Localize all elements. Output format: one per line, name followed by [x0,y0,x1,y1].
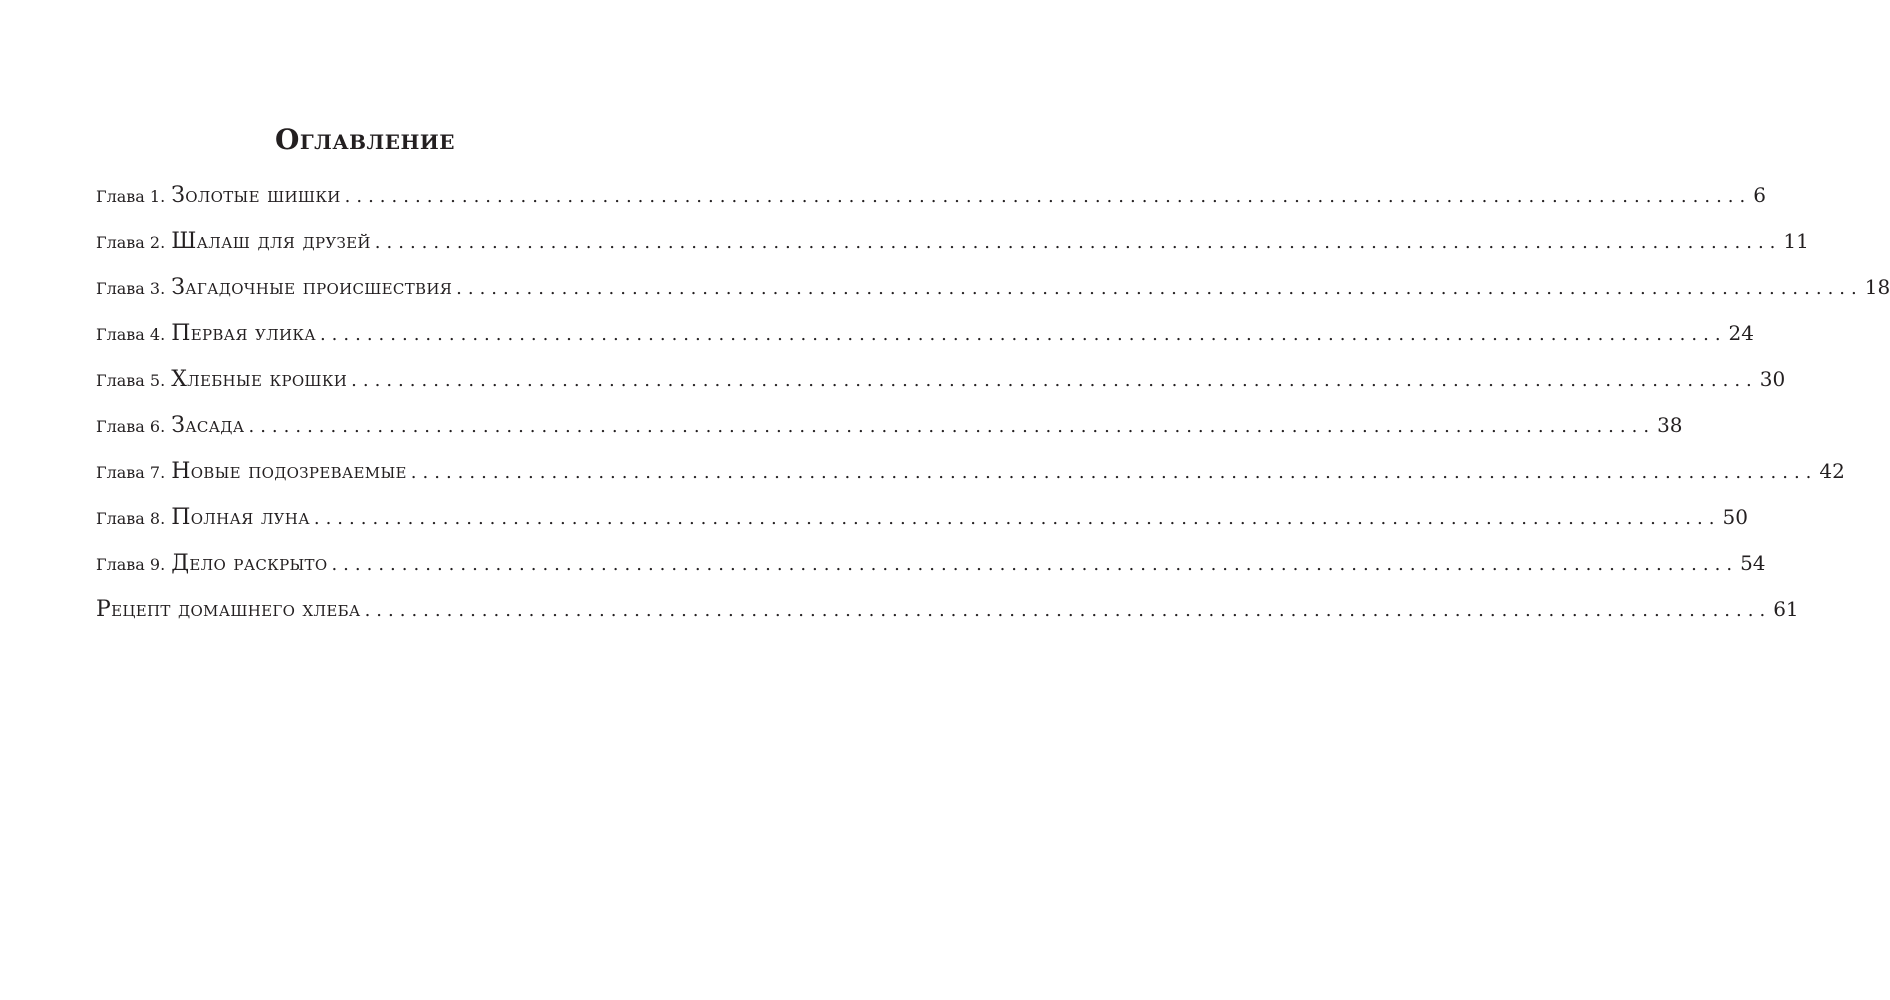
page-number: 54 [1740,551,1766,575]
page-number: 42 [1819,459,1845,483]
page-number: 38 [1657,413,1683,437]
toc-entry[interactable] [96,218,1809,264]
chapter-label: Глава 2. [96,233,166,252]
entry-title: Первая улика [171,321,316,346]
page-number: 11 [1783,229,1809,253]
dot-leader: ........................................................................................................................ [410,462,1818,483]
entry-title: Хлебные крошки [171,367,348,392]
dot-leader: ........................................................................................................................ [364,600,1772,621]
dot-leader: ........................................................................................................................ [456,278,1863,299]
page-number: 6 [1753,183,1766,207]
entry-title: Загадочные происшествия [171,275,453,300]
entry-title: Дело раскрыто [171,551,328,576]
toc-list [96,172,1890,632]
toc-entry[interactable] [96,264,1890,310]
toc-entry[interactable] [96,586,1799,632]
toc-entry[interactable] [96,356,1786,402]
entry-title: Шалаш для друзей [171,229,371,254]
dot-leader: ........................................................................................................................ [331,554,1739,575]
toc-entry[interactable] [96,494,1748,540]
chapter-label: Глава 4. [96,325,166,344]
page-number: 61 [1773,597,1799,621]
toc-entry[interactable] [96,172,1766,218]
page-number: 50 [1722,505,1748,529]
chapter-label: Глава 3. [96,279,166,298]
toc-entry[interactable] [96,540,1766,586]
dot-leader: ........................................................................................................................ [248,416,1656,437]
entry-title: Полная луна [171,505,310,530]
chapter-label: Глава 9. [96,555,166,574]
chapter-label: Глава 5. [96,371,166,390]
toc-entry[interactable] [96,448,1845,494]
entry-title: Рецепт домашнего хлеба [96,597,361,622]
chapter-label: Глава 6. [96,417,166,436]
chapter-label: Глава 7. [96,463,166,482]
dot-leader: ........................................................................................................................ [351,370,1758,391]
page-number: 24 [1728,321,1754,345]
toc-entry[interactable] [96,310,1754,356]
entry-title: Новые подозреваемые [171,459,407,484]
toc-title: Оглавление [274,123,456,156]
entry-title: Засада [171,413,245,438]
table-of-contents [96,118,1890,632]
dot-leader: ........................................................................................................................ [374,232,1782,253]
toc-entry[interactable] [96,402,1683,448]
dot-leader: ........................................................................................................................ [319,324,1727,345]
entry-title: Золотые шишки [171,183,341,208]
chapter-label: Глава 8. [96,509,166,528]
dot-leader: ........................................................................................................................ [344,186,1752,207]
dot-leader: ........................................................................................................................ [313,508,1721,529]
page-number: 30 [1759,367,1786,391]
page-number: 18 [1864,275,1890,299]
chapter-label: Глава 1. [96,187,166,206]
